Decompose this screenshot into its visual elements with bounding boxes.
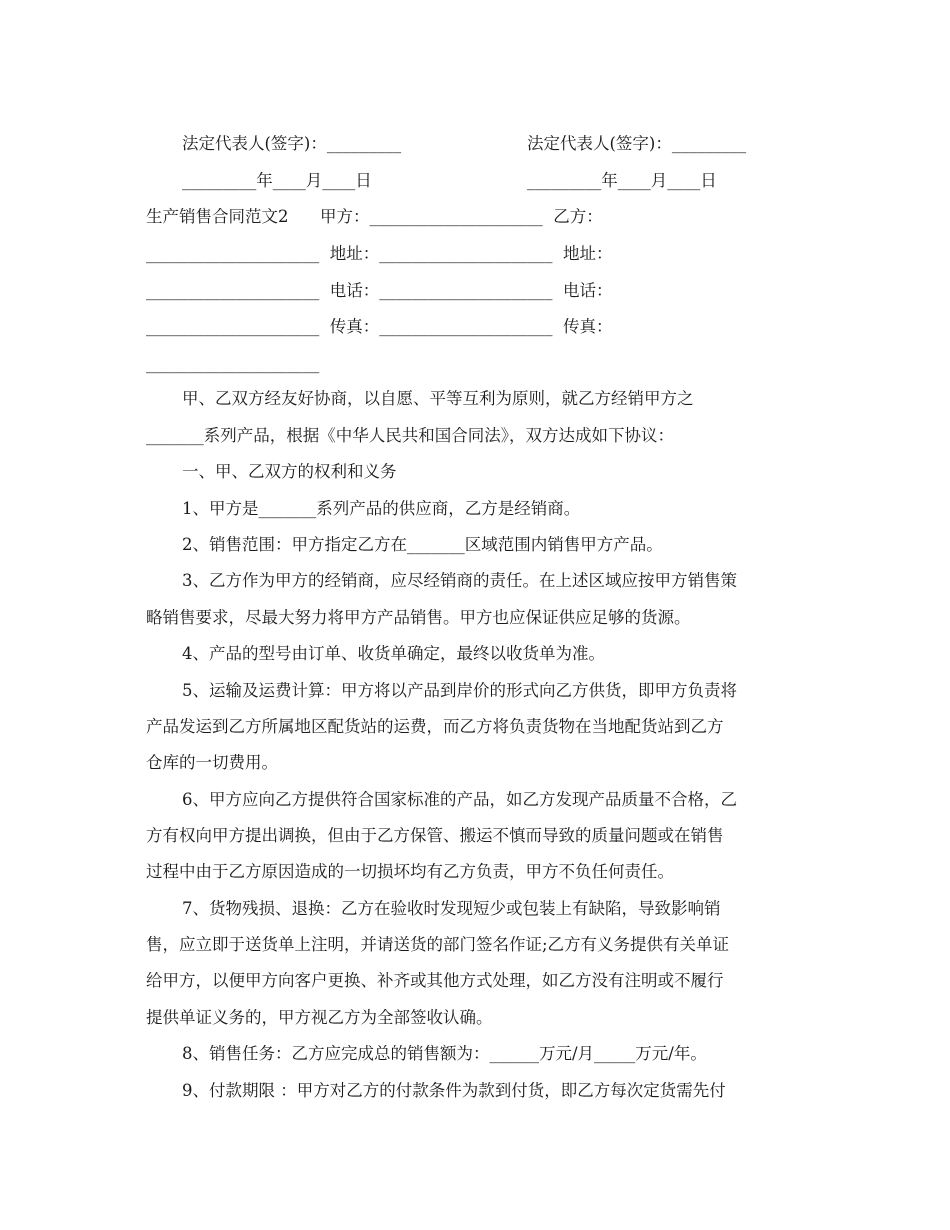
body-line: 5、运输及运费计算：甲方将以产品到岸价的形式向乙方供货，即甲方负责将 — [182, 681, 737, 700]
body-line: 2、销售范围：甲方指定乙方在_______区域范围内销售甲方产品。 — [182, 535, 663, 554]
body-line: 8、销售任务：乙方应完成总的销售额为：______万元/月_____万元/年。 — [182, 1044, 707, 1063]
body-line: 产品发运到乙方所属地区配货站的运费，而乙方将负责货物在当地配货站到乙方 — [146, 717, 724, 736]
body-line: 略销售要求，尽最大努力将甲方产品销售。甲方也应保证供应足够的货源。 — [146, 608, 691, 627]
body-line: 一、甲、乙双方的权利和义务 — [182, 462, 397, 481]
body-line: 9、付款期限 ：甲方对乙方的付款条件为款到付货，即乙方每次定货需先付 — [182, 1081, 726, 1100]
body-line: 6、甲方应向乙方提供符合国家标准的产品，如乙方发现产品质量不合格，乙 — [182, 790, 737, 809]
address-row: _____________________ 地址：_____________________ 地址： — [146, 244, 613, 263]
body-line: 仓库的一切费用。 — [146, 753, 278, 772]
body-line: 3、乙方作为甲方的经销商，应尽经销商的责任。在上述区域应按甲方销售策 — [182, 571, 737, 590]
contract-title-line: 生产销售合同范文2 甲方：_____________________ 乙方： — [146, 207, 603, 226]
body-line: 过程中由于乙方原因造成的一切损坏均有乙方负责，甲方不负任何责任。 — [146, 862, 674, 881]
body-line: 1、甲方是_______系列产品的供应商，乙方是经销商。 — [182, 499, 581, 518]
blank-row: _____________________ — [146, 354, 320, 373]
body-line: _______系列产品，根据《中华人民共和国合同法》，双方达成如下协议： — [146, 426, 674, 445]
party-a-representative-signature: 法定代表人(签字)：_________ — [182, 134, 402, 153]
party-b-signature-date: _________年____月____日 — [527, 171, 717, 190]
body-line: 给甲方，以便甲方向客户更换、补齐或其他方式处理，如乙方没有注明或不履行 — [146, 971, 724, 990]
body-line: 提供单证义务的，甲方视乙方为全部签收认确。 — [146, 1008, 493, 1027]
phone-row: _____________________ 电话：_____________________ 电话： — [146, 281, 613, 300]
body-line: 4、产品的型号由订单、收货单确定，最终以收货单为准。 — [182, 644, 605, 663]
party-a-signature-date: _________年____月____日 — [182, 171, 372, 190]
body-line: 甲、乙双方经友好协商，以自愿、平等互利为原则，就乙方经销甲方之 — [182, 389, 694, 408]
fax-row: _____________________ 传真：_____________________ 传真： — [146, 317, 613, 336]
body-line: 售，应立即于送货单上注明，并请送货的部门签名作证;乙方有义务提供有关单证 — [146, 935, 730, 954]
body-line: 方有权向甲方提出调换，但由于乙方保管、搬运不慎而导致的质量问题或在销售 — [146, 826, 724, 845]
body-line: 7、货物残损、退换：乙方在验收时发现短少或包装上有缺陷，导致影响销 — [182, 899, 721, 918]
party-b-representative-signature: 法定代表人(签字)：_________ — [527, 134, 747, 153]
